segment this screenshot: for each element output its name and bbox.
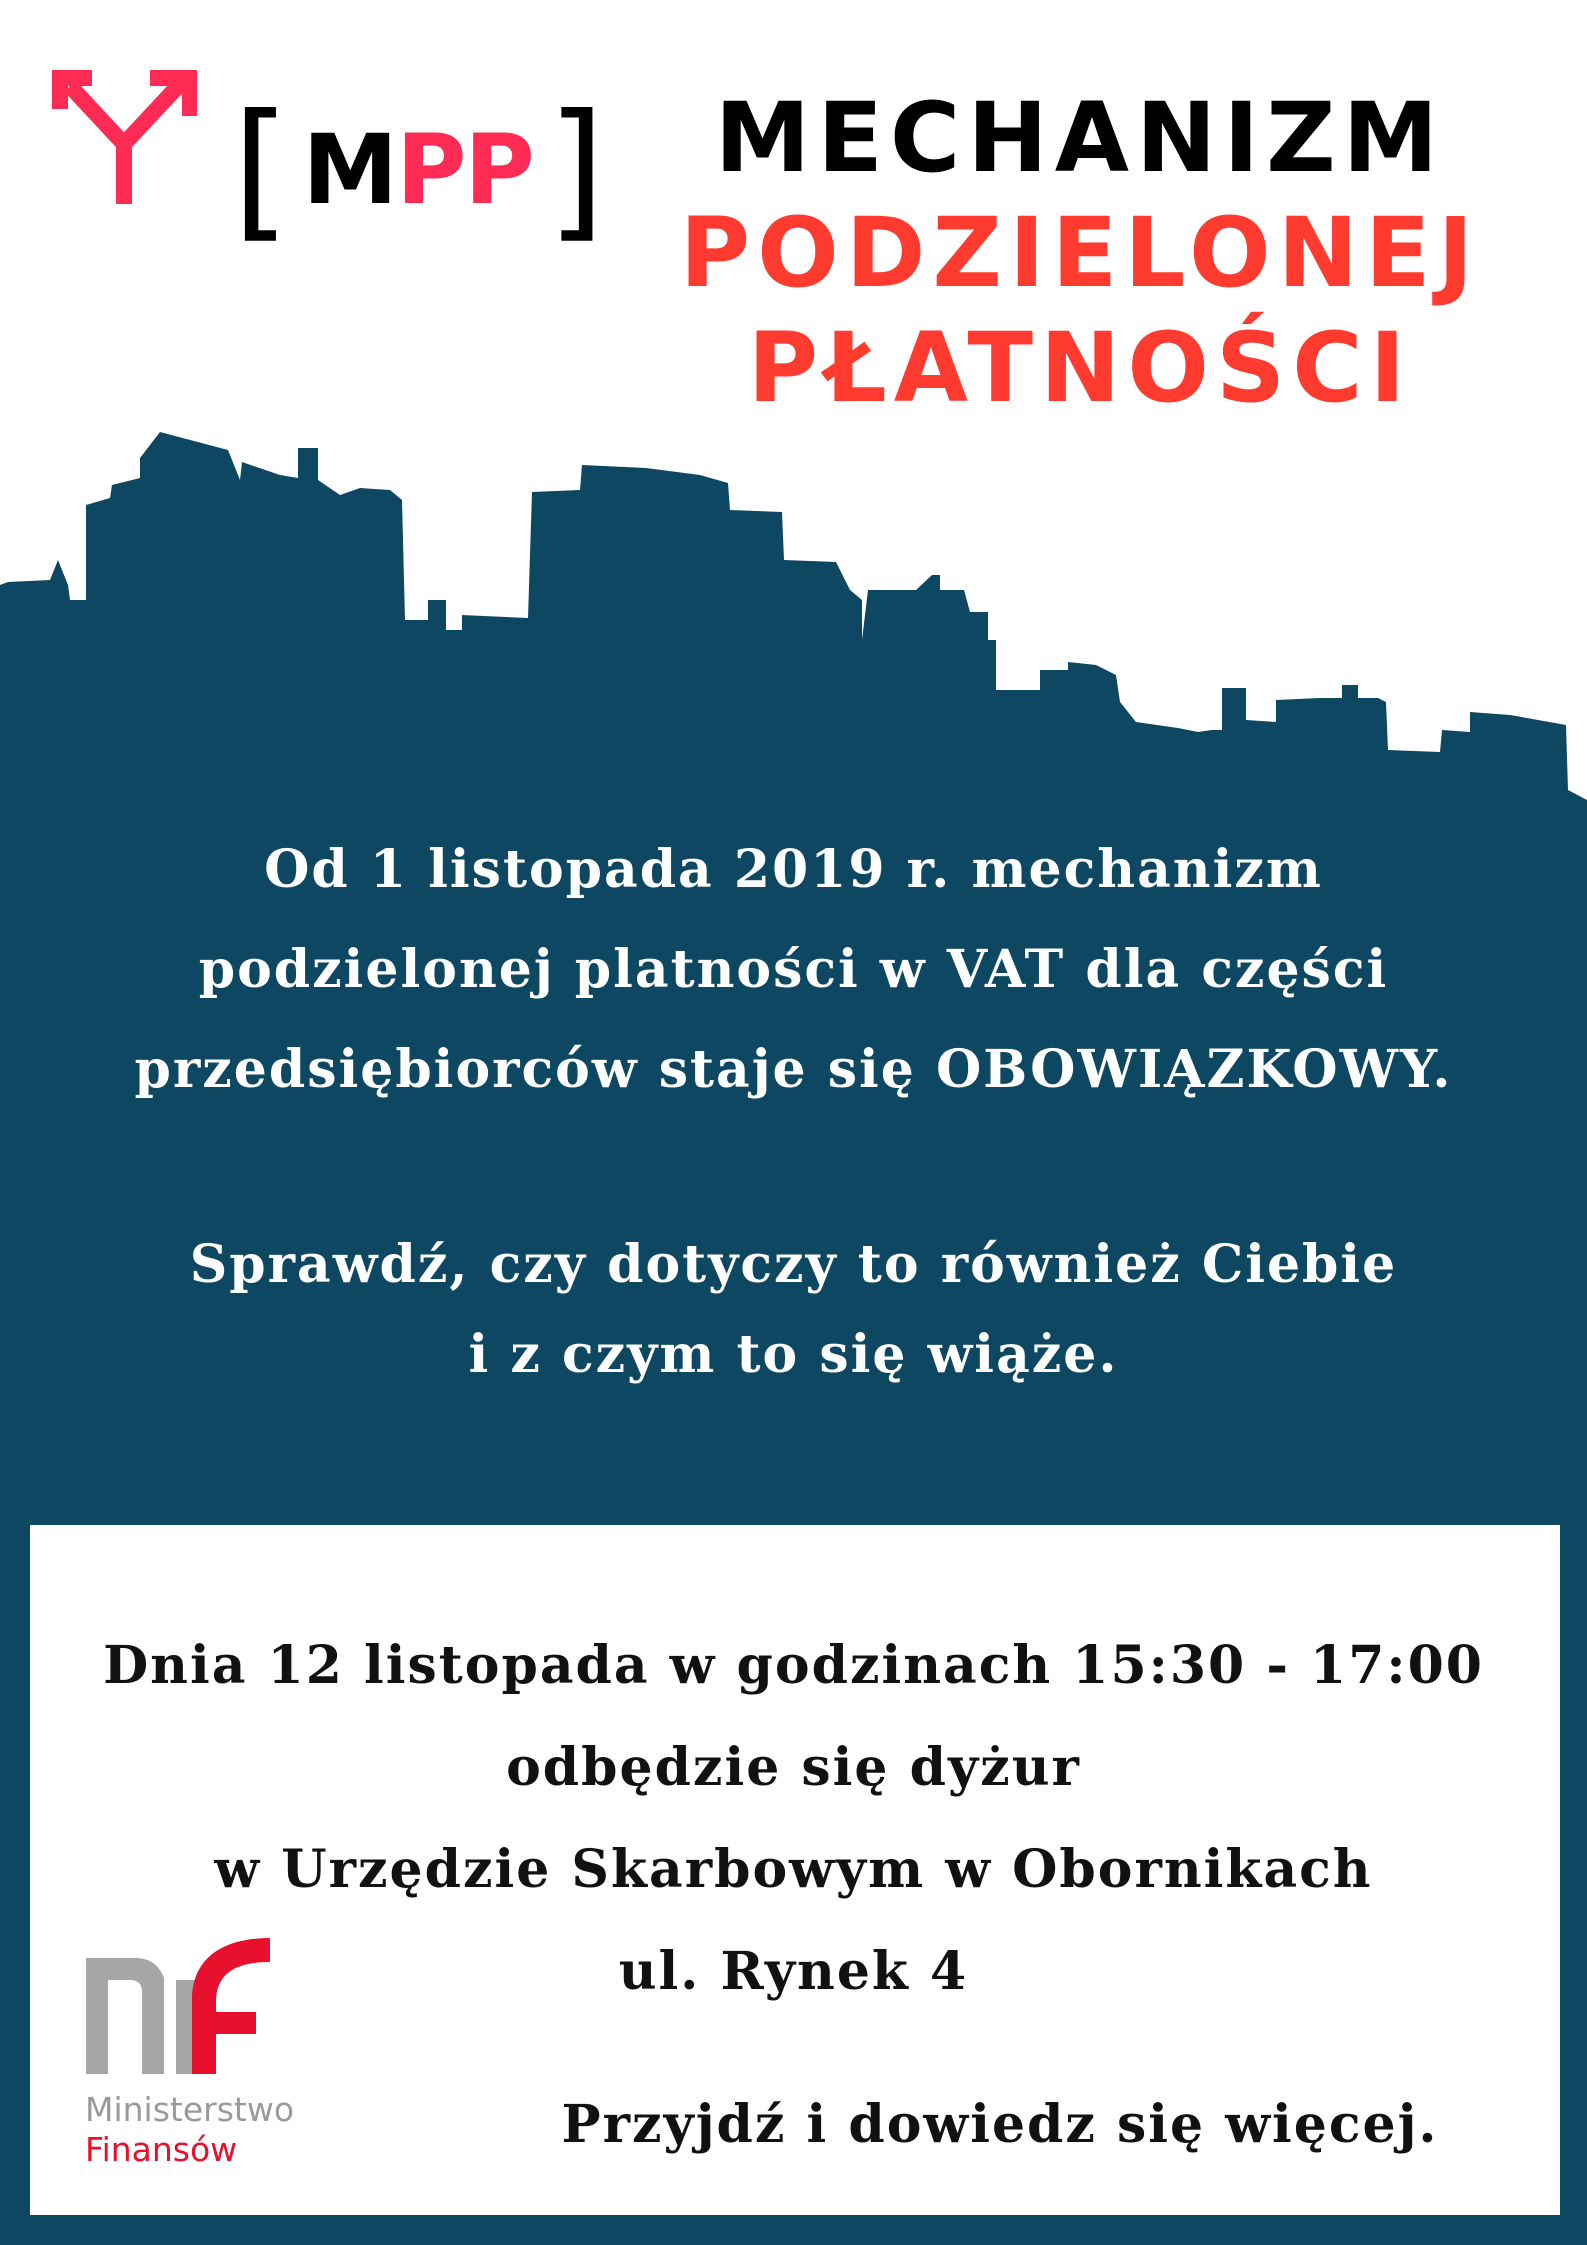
- event-line-3: w Urzędzie Skarbowym w Obornikach: [214, 1839, 1373, 1900]
- intro-line-3: przedsiębiorców staje się OBOWIĄZKOWY.: [134, 1039, 1453, 1100]
- event-line-4: ul. Rynek 4: [618, 1941, 969, 2002]
- check-line-2: i z czym to się wiąże.: [468, 1324, 1119, 1385]
- ministry-name: [85, 2090, 294, 2170]
- event-line-2: odbędzie się dyżur: [506, 1737, 1081, 1798]
- logo-open-bracket: [: [232, 83, 289, 257]
- mpp-logo: [232, 83, 604, 257]
- ministry-line-1: Ministerstwo: [85, 2090, 295, 2129]
- logo-close-bracket: ]: [546, 83, 604, 257]
- title-line-1: MECHANIZM: [714, 82, 1446, 194]
- call-to-action: Przyjdź i dowiedz się więcej.: [561, 2094, 1439, 2155]
- title-line-3: PŁATNOŚCI: [747, 312, 1413, 424]
- intro-paragraph: [0, 820, 1587, 1120]
- ministry-line-2: Finansów: [85, 2130, 238, 2169]
- logo-letters-pp: PP: [396, 114, 533, 226]
- event-line-1: Dnia 12 listopada w godzinach 15:30 - 17:00: [103, 1635, 1484, 1696]
- intro-line-2: podzielonej platności w VAT dla części: [198, 939, 1389, 1000]
- mpp-split-arrows-icon: [52, 64, 197, 209]
- title-line-2: PODZIELONEJ: [679, 197, 1481, 309]
- ministry-of-finance-logo-icon: [80, 1930, 280, 2080]
- check-paragraph: [0, 1220, 1587, 1400]
- check-line-1: Sprawdź, czy dotyczy to również Ciebie: [189, 1234, 1398, 1295]
- intro-line-1: Od 1 listopada 2019 r. mechanizm: [264, 839, 1323, 900]
- logo-letter-m: M: [302, 114, 397, 226]
